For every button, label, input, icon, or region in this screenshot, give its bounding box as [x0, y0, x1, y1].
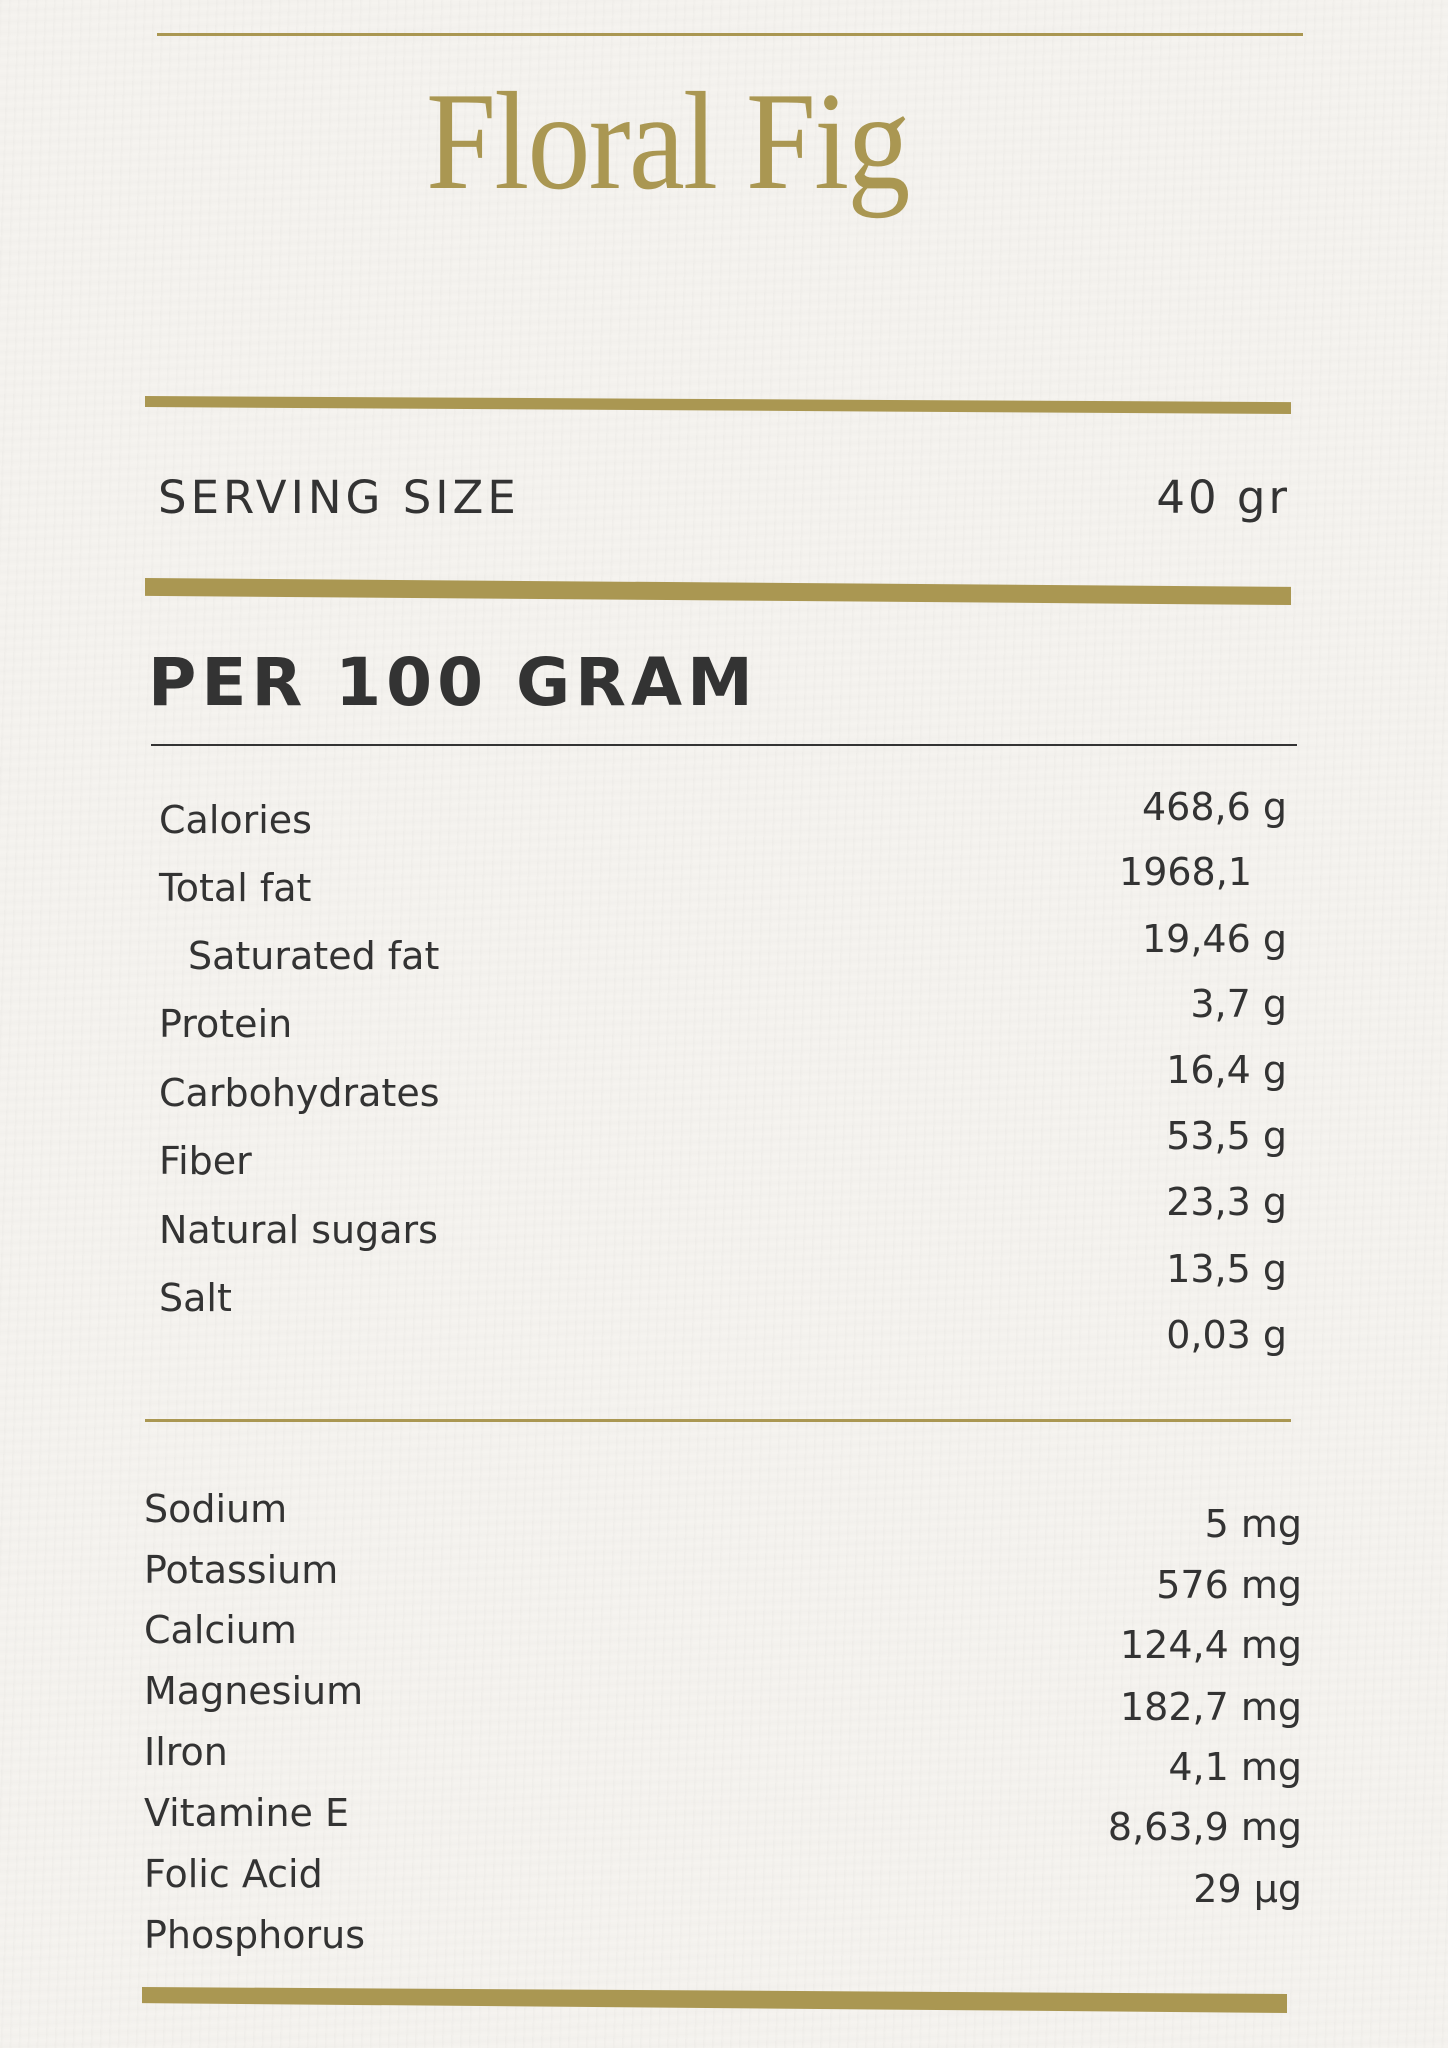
nutrient-label: Natural sugars	[159, 1208, 438, 1252]
mineral-label: Ilron	[144, 1730, 228, 1774]
bottom-bar	[142, 1987, 1287, 2013]
nutrient-value: 468,6 g	[1142, 785, 1287, 829]
nutrient-value: 23,3 g	[1166, 1180, 1287, 1224]
mineral-label: Magnesium	[144, 1669, 364, 1713]
nutrient-value: 16,4 g	[1166, 1048, 1287, 1092]
mineral-value: 576 mg	[1156, 1563, 1302, 1607]
minerals-divider	[145, 1419, 1291, 1422]
nutrient-label: Fiber	[159, 1139, 252, 1183]
top-divider	[157, 33, 1303, 36]
nutrient-value: 53,5 g	[1166, 1114, 1287, 1158]
nutrient-value: 0,03 g	[1166, 1313, 1287, 1357]
mineral-value: 5 mg	[1204, 1502, 1302, 1546]
mineral-label: Calcium	[144, 1608, 297, 1652]
mineral-value: 124,4 mg	[1119, 1623, 1302, 1667]
mineral-value: 29 µg	[1193, 1867, 1302, 1911]
nutrient-value: 19,46 g	[1142, 917, 1287, 961]
mineral-value: 4,1 mg	[1168, 1745, 1302, 1789]
mineral-value: 182,7 mg	[1119, 1685, 1302, 1729]
mineral-label: Potassium	[144, 1548, 339, 1592]
nutrient-label: Saturated fat	[188, 934, 440, 978]
nutrient-label: Calories	[159, 798, 312, 842]
mineral-label: Sodium	[144, 1487, 288, 1531]
section-title: PER 100 GRAM	[148, 644, 758, 721]
mineral-label: Phosphorus	[144, 1913, 366, 1957]
nutrient-label: Protein	[159, 1002, 293, 1046]
nutrient-label: Total fat	[159, 866, 312, 910]
mineral-label: Vitamine E	[144, 1791, 350, 1835]
section-divider	[151, 744, 1297, 746]
product-title: Floral Fig	[426, 64, 909, 219]
serving-size-label: SERVING SIZE	[158, 471, 520, 524]
serving-size-value: 40 gr	[1156, 471, 1290, 524]
mineral-label: Folic Acid	[144, 1852, 323, 1896]
serving-bottom-bar	[145, 578, 1291, 605]
mineral-value: 8,63,9 mg	[1107, 1805, 1302, 1849]
nutrient-value: 13,5 g	[1166, 1247, 1287, 1291]
nutrient-value: 3,7 g	[1190, 982, 1287, 1026]
nutrient-value: 1968,1	[1119, 850, 1252, 894]
nutrient-label: Carbohydrates	[159, 1071, 440, 1115]
serving-top-bar	[145, 396, 1291, 415]
nutrient-label: Salt	[159, 1276, 232, 1320]
